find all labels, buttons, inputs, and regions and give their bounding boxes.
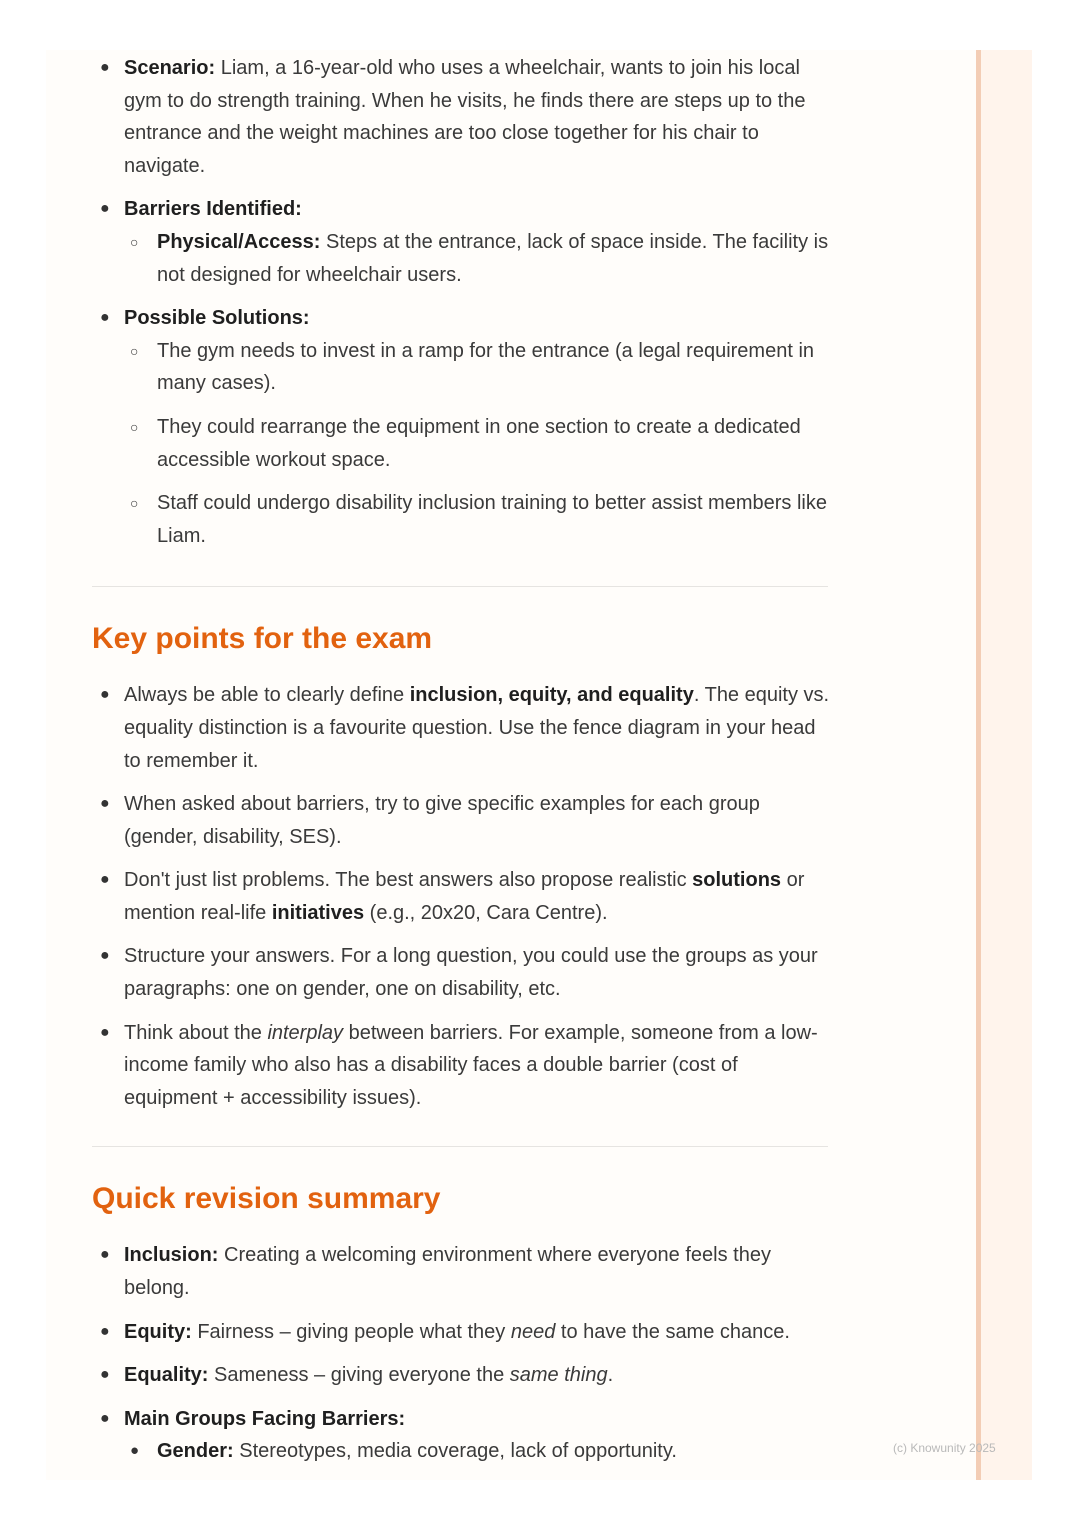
key-point-text: Don't just list problems. The best answers also propose realistic [124, 869, 693, 892]
bullet-dot-icon: ● [100, 947, 110, 965]
bullet-dot-icon: ● [100, 309, 110, 327]
key-point-italic: interplay [267, 1021, 344, 1044]
bullet-ring-icon: ○ [130, 342, 139, 359]
summary-list [92, 1239, 832, 1468]
key-point-text: Always be able to clearly define [124, 684, 410, 707]
document-content [92, 52, 832, 1468]
summary-group-item [124, 1435, 832, 1468]
summary-group-text: Stereotypes, media coverage, lack of opportunity. [233, 1440, 677, 1463]
key-point-text: or mention real-life [124, 869, 805, 924]
key-point-bold: inclusion, equity, and equality [409, 684, 694, 707]
key-point-item [92, 788, 832, 853]
bullet-dot-icon: ● [100, 1246, 110, 1264]
scenario-list [92, 52, 832, 552]
bullet-ring-icon: ○ [130, 418, 139, 435]
summary-equity-label: Equity: [124, 1320, 192, 1343]
key-point-text: Structure your answers. For a long question, you could use the groups as your paragraphs: one on gender, one on disability, etc. [124, 945, 818, 1001]
summary-groups-label: Main Groups Facing Barriers: [124, 1407, 406, 1430]
section-divider [92, 1146, 828, 1147]
key-point-text: When asked about barriers, try to give specific examples for each group (gender, disability, SES). [124, 793, 760, 848]
barriers-label: Barriers Identified: [124, 198, 302, 221]
bullet-dot-icon: ● [100, 1322, 110, 1340]
summary-equality-text: . [607, 1364, 614, 1387]
solution-item [124, 411, 832, 476]
bullet-dot-icon: ● [100, 871, 110, 889]
bullet-dot-icon: ● [130, 1442, 140, 1460]
solution-item [124, 487, 832, 552]
barrier-physical-label: Physical/Access: [157, 230, 321, 253]
section-divider [92, 586, 828, 587]
bullet-ring-icon: ○ [130, 233, 139, 250]
bullet-ring-icon: ○ [130, 495, 139, 512]
key-point-item [92, 940, 832, 1005]
key-point-item [92, 679, 832, 777]
scenario-text: Liam, a 16-year-old who uses a wheelchair, wants to join his local gym to do strength training. When he visits, he finds there are steps up to the entrance and the weight machines are too close together for his chair to navigate. [124, 57, 806, 177]
solutions-label: Possible Solutions: [124, 307, 310, 330]
bullet-dot-icon: ● [100, 686, 110, 704]
bullet-dot-icon: ● [100, 1023, 110, 1041]
summary-equity-text: Fairness – giving people what they [191, 1320, 511, 1343]
key-point-bold: solutions [692, 869, 782, 892]
key-point-item [92, 864, 832, 929]
solutions-item [92, 302, 832, 552]
barriers-sublist [124, 226, 832, 291]
solution-text: Staff could undergo disability inclusion training to better assist members like Liam. [157, 492, 827, 547]
key-point-text: between barriers. For example, someone from a low-income family who also has a disability faces a double barrier (cost of equipment + accessibility issues). [124, 1021, 818, 1109]
summary-groups-item [92, 1403, 832, 1468]
barrier-physical-text: Steps at the entrance, lack of space inside. The facility is not designed for wheelchair users. [157, 230, 829, 286]
copyright-notice: (c) Knowunity 2025 [893, 1441, 996, 1455]
summary-heading: Quick revision summary [92, 1182, 441, 1216]
summary-equality-text: Sameness – giving everyone the [208, 1364, 510, 1387]
barriers-item [92, 193, 832, 291]
solution-item [124, 335, 832, 400]
summary-equality-item [92, 1359, 832, 1392]
key-points-heading: Key points for the exam [92, 622, 433, 656]
bullet-dot-icon: ● [100, 795, 110, 813]
summary-group-label: Gender: [157, 1440, 234, 1463]
key-point-text: Think about the [124, 1021, 268, 1044]
side-rule [976, 50, 981, 1480]
summary-inclusion-label: Inclusion: [124, 1244, 219, 1267]
solution-text: They could rearrange the equipment in one section to create a dedicated accessible workout space. [157, 415, 801, 471]
summary-equity-text: to have the same chance. [555, 1320, 790, 1343]
bullet-dot-icon: ● [100, 1409, 110, 1427]
scenario-item [92, 52, 832, 182]
summary-groups-sublist [124, 1435, 832, 1468]
solution-text: The gym needs to invest in a ramp for the entrance (a legal requirement in many cases). [157, 339, 815, 395]
bullet-dot-icon: ● [100, 200, 110, 218]
bullet-dot-icon: ● [100, 1366, 110, 1384]
key-point-text: (e.g., 20x20, Cara Centre). [364, 901, 608, 924]
scenario-label: Scenario: [124, 57, 216, 79]
summary-inclusion-text: Creating a welcoming environment where everyone feels they belong. [124, 1244, 771, 1300]
solutions-sublist [124, 335, 832, 553]
key-point-text: . The equity vs. equality distinction is a favourite question. Use the fence diagram in your head to remember it. [124, 684, 830, 772]
summary-equity-item [92, 1316, 832, 1349]
summary-equality-italic: same thing [509, 1364, 608, 1387]
bullet-dot-icon: ● [100, 59, 110, 76]
key-point-bold: initiatives [271, 901, 365, 924]
key-points-list [92, 679, 832, 1114]
summary-equality-label: Equality: [124, 1364, 209, 1387]
summary-inclusion-item [92, 1239, 832, 1304]
key-point-item [92, 1017, 832, 1115]
side-panel [976, 50, 1032, 1480]
summary-equity-italic: need [510, 1320, 556, 1343]
barrier-physical-item [124, 226, 832, 291]
